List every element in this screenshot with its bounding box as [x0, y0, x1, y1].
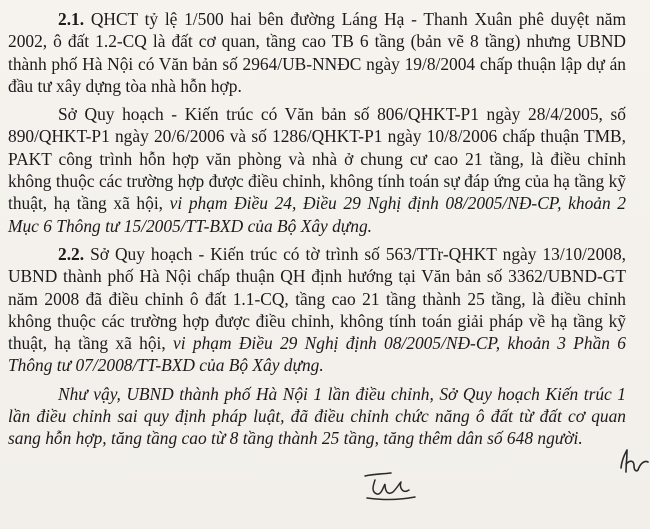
paragraph-text: QHCT tỷ lệ 1/500 hai bên đường Láng Hạ - Thanh Xuân phê duyệt năm 2002, ô đất 1.2-CQ là đất cơ quan, tầng cao TB 6 tầng (bản vẽ 8 tầng) nhưng UBND thành phố Hà Nội có Văn bản số 2964/UB-NNĐC ngày 19/8/2004 chấp thuận lập dự án đầu tư xây dựng tòa nhà hỗn hợp.	[8, 9, 626, 96]
section-number: 2.1.	[58, 9, 85, 29]
violation-citation: vi phạm Điều 29 Nghị định 08/2005/NĐ-CP, khoản 3 Phần 6 Thông tư 07/2008/TT-BXD của Bộ Xây dựng.	[8, 333, 626, 376]
document-body	[8, 8, 626, 450]
paragraph-conclusion	[8, 383, 626, 450]
paragraph-text: Sở Quy hoạch - Kiến trúc có Văn bản số 806/QHKT-P1 ngày 28/4/2005, số 890/QHKT-P1 ngày 20/6/2006 và số 1286/QHKT-P1 ngày 10/8/2006 chấp thuận TMB, PAKT công trình hỗn hợp văn phòng và nhà ở chung cư cao 21 tầng, là điều chỉnh không thuộc các trường hợp được điều chỉnh, không tính toán sự đáp ứng của hạ tầng kỹ thuật, hạ tầng xã hội,	[8, 104, 626, 214]
paragraph-text: Sở Quy hoạch - Kiến trúc có tờ trình số 563/TTr-QHKT ngày 13/10/2008, UBND thành phố Hà Nội chấp thuận QH định hướng tại Văn bản số 3362/UBND-GT năm 2008 đã điều chỉnh ô đất 1.1-CQ, tầng cao 21 tầng thành 25 tầng, là điều chỉnh không thuộc các trường hợp được điều chỉnh, không tính toán giải pháp về hạ tầng kỹ thuật, hạ tầng xã hội,	[8, 243, 627, 354]
handwritten-initials	[355, 470, 425, 504]
paragraph-2-1	[8, 8, 626, 97]
handwritten-margin-mark	[618, 446, 650, 476]
paragraph-text: Như vậy, UBND thành phố Hà Nội 1 lần điều chỉnh, Sở Quy hoạch Kiến trúc 1 lần điều chỉnh sai quy định pháp luật, đã điều chỉnh chức năng ô đất từ đất cơ quan sang hỗn hợp, tăng tầng cao từ 8 tầng thành 25 tầng, tăng thêm dân số 648 người.	[8, 383, 626, 449]
section-number: 2.2.	[58, 243, 85, 264]
paragraph-2-2	[8, 243, 626, 377]
violation-citation: vi phạm Điều 24, Điều 29 Nghị định 08/2005/NĐ-CP, khoản 2 Mục 6 Thông tư 15/2005/TT-BXD của Bộ Xây dựng.	[8, 193, 626, 236]
paragraph-so-quy-hoach-1	[8, 103, 626, 237]
